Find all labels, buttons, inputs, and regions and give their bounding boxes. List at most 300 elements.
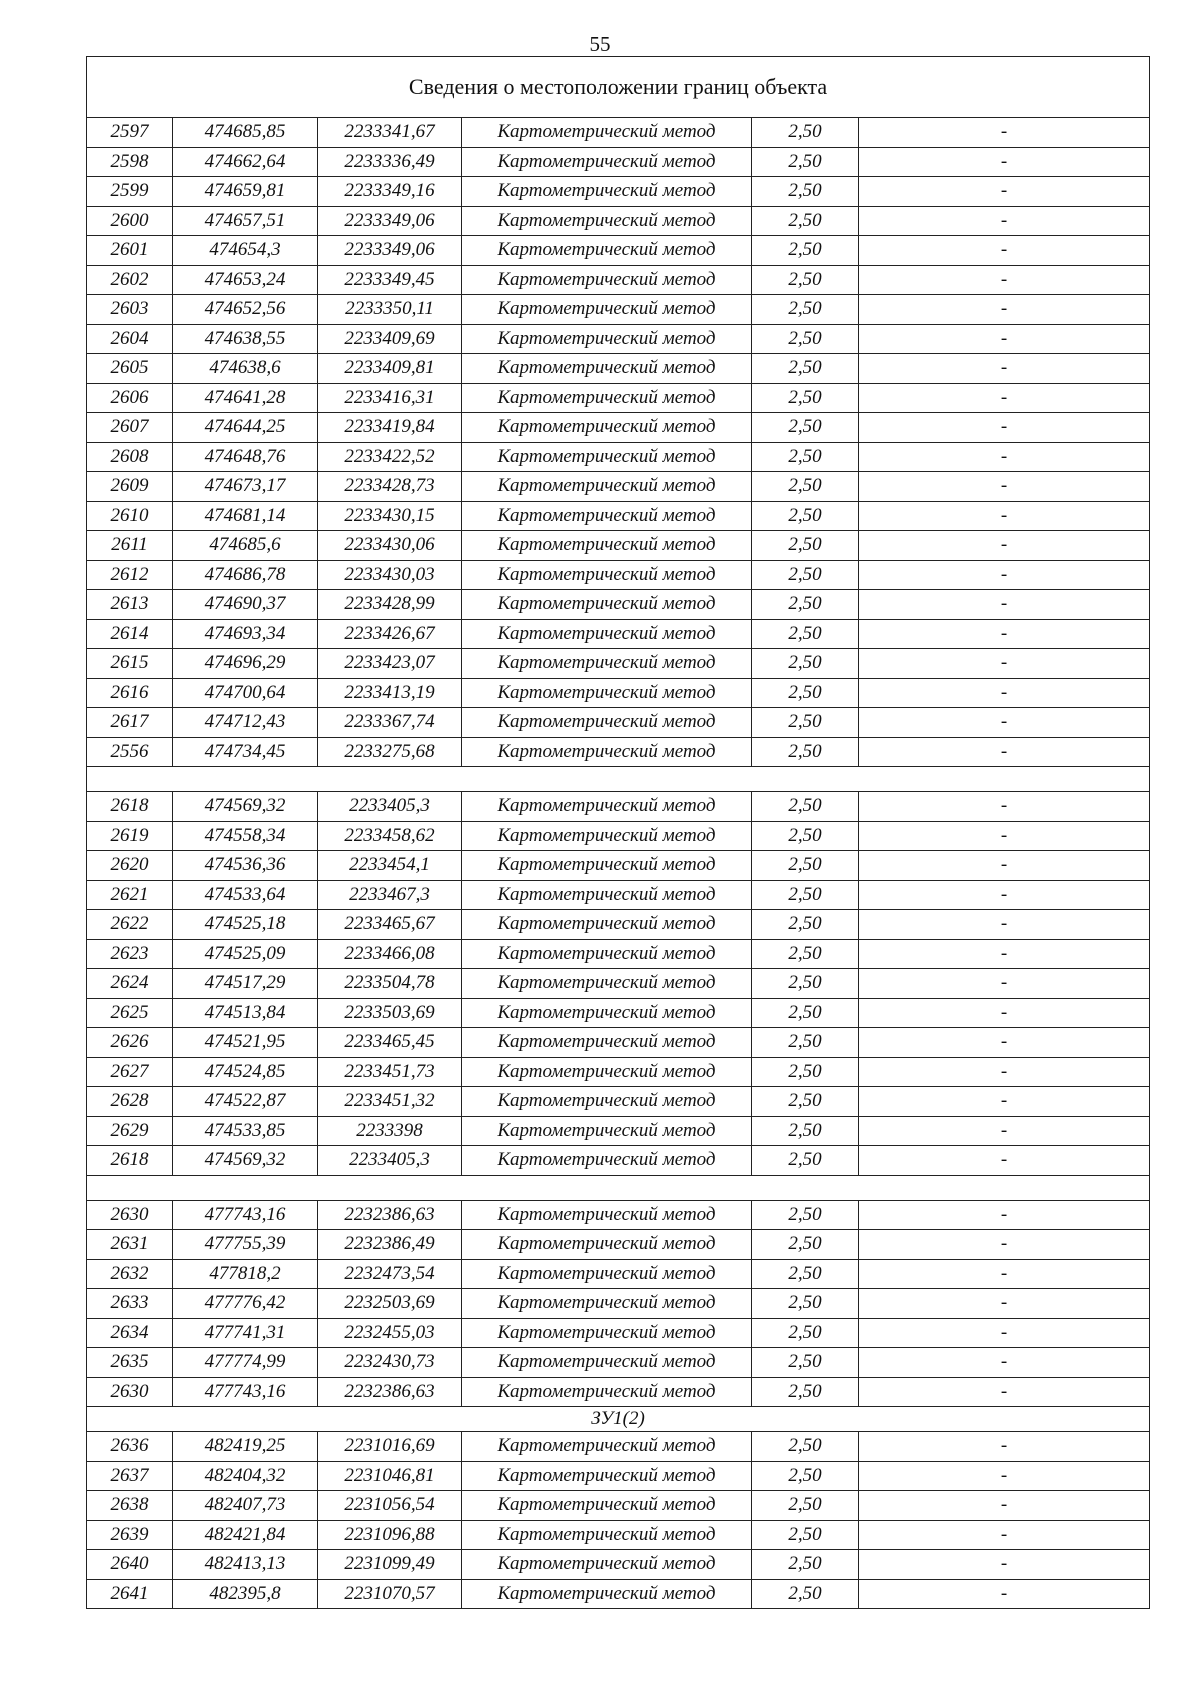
table-row (87, 678, 1150, 708)
table-row (87, 1230, 1150, 1260)
point-number-cell: 2607 (87, 413, 173, 443)
method-cell: Картометрический метод (462, 265, 752, 295)
precision-cell: 2,50 (752, 939, 859, 969)
x-coordinate-cell: 474662,64 (173, 147, 318, 177)
description-cell: - (859, 1200, 1150, 1230)
table-row (87, 590, 1150, 620)
point-number-cell: 2610 (87, 501, 173, 531)
precision-cell: 2,50 (752, 1377, 859, 1407)
method-cell: Картометрический метод (462, 851, 752, 881)
description-cell: - (859, 1550, 1150, 1580)
x-coordinate-cell: 474525,18 (173, 910, 318, 940)
precision-cell: 2,50 (752, 1028, 859, 1058)
section-gap (87, 767, 1150, 792)
description-cell: - (859, 560, 1150, 590)
x-coordinate-cell: 474522,87 (173, 1087, 318, 1117)
y-coordinate-cell: 2233275,68 (318, 737, 462, 767)
point-number-cell: 2640 (87, 1550, 173, 1580)
method-cell: Картометрический метод (462, 678, 752, 708)
point-number-cell: 2602 (87, 265, 173, 295)
x-coordinate-cell: 474524,85 (173, 1057, 318, 1087)
y-coordinate-cell: 2233465,67 (318, 910, 462, 940)
zone-label: ЗУ1(2) (87, 1407, 1150, 1432)
method-cell: Картометрический метод (462, 821, 752, 851)
table-row (87, 236, 1150, 266)
point-number-cell: 2635 (87, 1348, 173, 1378)
y-coordinate-cell: 2233349,45 (318, 265, 462, 295)
method-cell: Картометрический метод (462, 1230, 752, 1260)
method-cell: Картометрический метод (462, 1146, 752, 1176)
description-cell: - (859, 1028, 1150, 1058)
table-row (87, 708, 1150, 738)
point-number-cell: 2621 (87, 880, 173, 910)
table-row (87, 560, 1150, 590)
description-cell: - (859, 472, 1150, 502)
x-coordinate-cell: 482395,8 (173, 1579, 318, 1609)
description-cell: - (859, 1146, 1150, 1176)
description-cell: - (859, 295, 1150, 325)
method-cell: Картометрический метод (462, 442, 752, 472)
method-cell: Картометрический метод (462, 1461, 752, 1491)
precision-cell: 2,50 (752, 472, 859, 502)
x-coordinate-cell: 482404,32 (173, 1461, 318, 1491)
y-coordinate-cell: 2233467,3 (318, 880, 462, 910)
method-cell: Картометрический метод (462, 1289, 752, 1319)
table-row (87, 472, 1150, 502)
y-coordinate-cell: 2233413,19 (318, 678, 462, 708)
point-number-cell: 2601 (87, 236, 173, 266)
description-cell: - (859, 1491, 1150, 1521)
x-coordinate-cell: 474673,17 (173, 472, 318, 502)
precision-cell: 2,50 (752, 708, 859, 738)
point-number-cell: 2625 (87, 998, 173, 1028)
point-number-cell: 2638 (87, 1491, 173, 1521)
method-cell: Картометрический метод (462, 1318, 752, 1348)
y-coordinate-cell: 2233350,11 (318, 295, 462, 325)
point-number-cell: 2599 (87, 177, 173, 207)
description-cell: - (859, 969, 1150, 999)
y-coordinate-cell: 2233336,49 (318, 147, 462, 177)
method-cell: Картометрический метод (462, 118, 752, 148)
precision-cell: 2,50 (752, 969, 859, 999)
point-number-cell: 2598 (87, 147, 173, 177)
precision-cell: 2,50 (752, 1579, 859, 1609)
point-number-cell: 2624 (87, 969, 173, 999)
table-row (87, 792, 1150, 822)
y-coordinate-cell: 2233451,73 (318, 1057, 462, 1087)
y-coordinate-cell: 2231016,69 (318, 1432, 462, 1462)
method-cell: Картометрический метод (462, 1432, 752, 1462)
precision-cell: 2,50 (752, 265, 859, 295)
x-coordinate-cell: 474569,32 (173, 1146, 318, 1176)
y-coordinate-cell: 2233349,06 (318, 206, 462, 236)
point-number-cell: 2628 (87, 1087, 173, 1117)
table-row (87, 880, 1150, 910)
point-number-cell: 2622 (87, 910, 173, 940)
precision-cell: 2,50 (752, 1491, 859, 1521)
y-coordinate-cell: 2231056,54 (318, 1491, 462, 1521)
method-cell: Картометрический метод (462, 1348, 752, 1378)
table-row (87, 969, 1150, 999)
y-coordinate-cell: 2233454,1 (318, 851, 462, 881)
point-number-cell: 2630 (87, 1200, 173, 1230)
table-row (87, 821, 1150, 851)
point-number-cell: 2613 (87, 590, 173, 620)
y-coordinate-cell: 2233465,45 (318, 1028, 462, 1058)
description-cell: - (859, 324, 1150, 354)
precision-cell: 2,50 (752, 1550, 859, 1580)
method-cell: Картометрический метод (462, 236, 752, 266)
point-number-cell: 2606 (87, 383, 173, 413)
method-cell: Картометрический метод (462, 1520, 752, 1550)
table-row (87, 442, 1150, 472)
point-number-cell: 2627 (87, 1057, 173, 1087)
precision-cell: 2,50 (752, 998, 859, 1028)
table-row (87, 1289, 1150, 1319)
precision-cell: 2,50 (752, 1146, 859, 1176)
description-cell: - (859, 590, 1150, 620)
description-cell: - (859, 1116, 1150, 1146)
point-number-cell: 2605 (87, 354, 173, 384)
table-row (87, 1259, 1150, 1289)
x-coordinate-cell: 477743,16 (173, 1377, 318, 1407)
table-title: Сведения о местоположении границ объекта (87, 57, 1150, 118)
table-row (87, 1348, 1150, 1378)
precision-cell: 2,50 (752, 1348, 859, 1378)
x-coordinate-cell: 482413,13 (173, 1550, 318, 1580)
y-coordinate-cell: 2233430,03 (318, 560, 462, 590)
x-coordinate-cell: 474712,43 (173, 708, 318, 738)
description-cell: - (859, 1579, 1150, 1609)
method-cell: Картометрический метод (462, 969, 752, 999)
table-row (87, 1432, 1150, 1462)
table-row (87, 354, 1150, 384)
method-cell: Картометрический метод (462, 1057, 752, 1087)
y-coordinate-cell: 2233451,32 (318, 1087, 462, 1117)
table-row (87, 1579, 1150, 1609)
x-coordinate-cell: 474700,64 (173, 678, 318, 708)
description-cell: - (859, 442, 1150, 472)
table-row (87, 737, 1150, 767)
description-cell: - (859, 939, 1150, 969)
description-cell: - (859, 678, 1150, 708)
y-coordinate-cell: 2233426,67 (318, 619, 462, 649)
description-cell: - (859, 649, 1150, 679)
precision-cell: 2,50 (752, 147, 859, 177)
method-cell: Картометрический метод (462, 531, 752, 561)
description-cell: - (859, 147, 1150, 177)
precision-cell: 2,50 (752, 295, 859, 325)
table-row (87, 531, 1150, 561)
description-cell: - (859, 383, 1150, 413)
description-cell: - (859, 708, 1150, 738)
precision-cell: 2,50 (752, 442, 859, 472)
point-number-cell: 2603 (87, 295, 173, 325)
table-row (87, 1200, 1150, 1230)
method-cell: Картометрический метод (462, 413, 752, 443)
point-number-cell: 2609 (87, 472, 173, 502)
x-coordinate-cell: 477743,16 (173, 1200, 318, 1230)
description-cell: - (859, 1318, 1150, 1348)
point-number-cell: 2634 (87, 1318, 173, 1348)
precision-cell: 2,50 (752, 560, 859, 590)
y-coordinate-cell: 2233430,06 (318, 531, 462, 561)
table-row (87, 1550, 1150, 1580)
method-cell: Картометрический метод (462, 590, 752, 620)
method-cell: Картометрический метод (462, 998, 752, 1028)
method-cell: Картометрический метод (462, 1116, 752, 1146)
precision-cell: 2,50 (752, 1230, 859, 1260)
description-cell: - (859, 177, 1150, 207)
table-row (87, 1461, 1150, 1491)
table-row (87, 1318, 1150, 1348)
x-coordinate-cell: 474693,34 (173, 619, 318, 649)
description-cell: - (859, 265, 1150, 295)
method-cell: Картометрический метод (462, 206, 752, 236)
y-coordinate-cell: 2231099,49 (318, 1550, 462, 1580)
point-number-cell: 2616 (87, 678, 173, 708)
point-number-cell: 2608 (87, 442, 173, 472)
point-number-cell: 2637 (87, 1461, 173, 1491)
precision-cell: 2,50 (752, 1520, 859, 1550)
y-coordinate-cell: 2232386,49 (318, 1230, 462, 1260)
table-row (87, 324, 1150, 354)
y-coordinate-cell: 2233405,3 (318, 1146, 462, 1176)
point-number-cell: 2632 (87, 1259, 173, 1289)
precision-cell: 2,50 (752, 531, 859, 561)
point-number-cell: 2631 (87, 1230, 173, 1260)
x-coordinate-cell: 482419,25 (173, 1432, 318, 1462)
method-cell: Картометрический метод (462, 354, 752, 384)
x-coordinate-cell: 474533,85 (173, 1116, 318, 1146)
description-cell: - (859, 206, 1150, 236)
table-row (87, 851, 1150, 881)
method-cell: Картометрический метод (462, 708, 752, 738)
y-coordinate-cell: 2232430,73 (318, 1348, 462, 1378)
x-coordinate-cell: 477776,42 (173, 1289, 318, 1319)
y-coordinate-cell: 2233428,99 (318, 590, 462, 620)
x-coordinate-cell: 474690,37 (173, 590, 318, 620)
point-number-cell: 2630 (87, 1377, 173, 1407)
description-cell: - (859, 1057, 1150, 1087)
x-coordinate-cell: 474644,25 (173, 413, 318, 443)
point-number-cell: 2614 (87, 619, 173, 649)
y-coordinate-cell: 2233419,84 (318, 413, 462, 443)
method-cell: Картометрический метод (462, 792, 752, 822)
description-cell: - (859, 880, 1150, 910)
precision-cell: 2,50 (752, 910, 859, 940)
y-coordinate-cell: 2233409,81 (318, 354, 462, 384)
method-cell: Картометрический метод (462, 1028, 752, 1058)
x-coordinate-cell: 474525,09 (173, 939, 318, 969)
precision-cell: 2,50 (752, 792, 859, 822)
table-row (87, 206, 1150, 236)
table-row (87, 1491, 1150, 1521)
y-coordinate-cell: 2233416,31 (318, 383, 462, 413)
x-coordinate-cell: 474685,6 (173, 531, 318, 561)
point-number-cell: 2604 (87, 324, 173, 354)
description-cell: - (859, 910, 1150, 940)
description-cell: - (859, 998, 1150, 1028)
x-coordinate-cell: 474641,28 (173, 383, 318, 413)
x-coordinate-cell: 474696,29 (173, 649, 318, 679)
y-coordinate-cell: 2233423,07 (318, 649, 462, 679)
method-cell: Картометрический метод (462, 880, 752, 910)
point-number-cell: 2556 (87, 737, 173, 767)
x-coordinate-cell: 474521,95 (173, 1028, 318, 1058)
method-cell: Картометрический метод (462, 1200, 752, 1230)
y-coordinate-cell: 2233349,16 (318, 177, 462, 207)
x-coordinate-cell: 474638,55 (173, 324, 318, 354)
precision-cell: 2,50 (752, 501, 859, 531)
precision-cell: 2,50 (752, 619, 859, 649)
table-row (87, 1057, 1150, 1087)
method-cell: Картометрический метод (462, 619, 752, 649)
precision-cell: 2,50 (752, 236, 859, 266)
point-number-cell: 2641 (87, 1579, 173, 1609)
method-cell: Картометрический метод (462, 1491, 752, 1521)
point-number-cell: 2629 (87, 1116, 173, 1146)
table-row (87, 118, 1150, 148)
x-coordinate-cell: 474652,56 (173, 295, 318, 325)
precision-cell: 2,50 (752, 880, 859, 910)
table-row (87, 1028, 1150, 1058)
x-coordinate-cell: 474648,76 (173, 442, 318, 472)
description-cell: - (859, 792, 1150, 822)
precision-cell: 2,50 (752, 1087, 859, 1117)
description-cell: - (859, 413, 1150, 443)
precision-cell: 2,50 (752, 324, 859, 354)
y-coordinate-cell: 2231046,81 (318, 1461, 462, 1491)
point-number-cell: 2636 (87, 1432, 173, 1462)
description-cell: - (859, 354, 1150, 384)
section-separator-row (87, 767, 1150, 792)
point-number-cell: 2623 (87, 939, 173, 969)
precision-cell: 2,50 (752, 821, 859, 851)
point-number-cell: 2600 (87, 206, 173, 236)
precision-cell: 2,50 (752, 177, 859, 207)
zone-label-row (87, 1407, 1150, 1432)
description-cell: - (859, 1377, 1150, 1407)
table-row (87, 910, 1150, 940)
x-coordinate-cell: 482421,84 (173, 1520, 318, 1550)
point-number-cell: 2639 (87, 1520, 173, 1550)
description-cell: - (859, 531, 1150, 561)
y-coordinate-cell: 2233398 (318, 1116, 462, 1146)
method-cell: Картометрический метод (462, 383, 752, 413)
method-cell: Картометрический метод (462, 910, 752, 940)
description-cell: - (859, 821, 1150, 851)
y-coordinate-cell: 2233349,06 (318, 236, 462, 266)
table-row (87, 649, 1150, 679)
method-cell: Картометрический метод (462, 1377, 752, 1407)
precision-cell: 2,50 (752, 206, 859, 236)
precision-cell: 2,50 (752, 1318, 859, 1348)
description-cell: - (859, 236, 1150, 266)
point-number-cell: 2618 (87, 1146, 173, 1176)
y-coordinate-cell: 2231070,57 (318, 1579, 462, 1609)
point-number-cell: 2626 (87, 1028, 173, 1058)
y-coordinate-cell: 2233466,08 (318, 939, 462, 969)
x-coordinate-cell: 474536,36 (173, 851, 318, 881)
point-number-cell: 2618 (87, 792, 173, 822)
table-row (87, 998, 1150, 1028)
boundary-table (86, 56, 1150, 1609)
point-number-cell: 2619 (87, 821, 173, 851)
table-row (87, 1520, 1150, 1550)
y-coordinate-cell: 2233430,15 (318, 501, 462, 531)
method-cell: Картометрический метод (462, 1579, 752, 1609)
method-cell: Картометрический метод (462, 1087, 752, 1117)
method-cell: Картометрический метод (462, 560, 752, 590)
method-cell: Картометрический метод (462, 295, 752, 325)
method-cell: Картометрический метод (462, 177, 752, 207)
y-coordinate-cell: 2233422,52 (318, 442, 462, 472)
y-coordinate-cell: 2233458,62 (318, 821, 462, 851)
description-cell: - (859, 619, 1150, 649)
table-row (87, 413, 1150, 443)
description-cell: - (859, 1432, 1150, 1462)
x-coordinate-cell: 474681,14 (173, 501, 318, 531)
description-cell: - (859, 1461, 1150, 1491)
x-coordinate-cell: 474517,29 (173, 969, 318, 999)
point-number-cell: 2615 (87, 649, 173, 679)
table-row (87, 1377, 1150, 1407)
method-cell: Картометрический метод (462, 649, 752, 679)
y-coordinate-cell: 2233405,3 (318, 792, 462, 822)
description-cell: - (859, 1230, 1150, 1260)
description-cell: - (859, 851, 1150, 881)
table-row (87, 619, 1150, 649)
table-row (87, 939, 1150, 969)
point-number-cell: 2633 (87, 1289, 173, 1319)
precision-cell: 2,50 (752, 1057, 859, 1087)
x-coordinate-cell: 474638,6 (173, 354, 318, 384)
table-row (87, 147, 1150, 177)
x-coordinate-cell: 474533,64 (173, 880, 318, 910)
x-coordinate-cell: 474654,3 (173, 236, 318, 266)
precision-cell: 2,50 (752, 1289, 859, 1319)
x-coordinate-cell: 474657,51 (173, 206, 318, 236)
table-row (87, 501, 1150, 531)
y-coordinate-cell: 2233503,69 (318, 998, 462, 1028)
description-cell: - (859, 1348, 1150, 1378)
method-cell: Картометрический метод (462, 324, 752, 354)
method-cell: Картометрический метод (462, 1259, 752, 1289)
y-coordinate-cell: 2232386,63 (318, 1377, 462, 1407)
x-coordinate-cell: 477774,99 (173, 1348, 318, 1378)
table-row (87, 1146, 1150, 1176)
point-number-cell: 2611 (87, 531, 173, 561)
table-row (87, 295, 1150, 325)
description-cell: - (859, 1520, 1150, 1550)
point-number-cell: 2597 (87, 118, 173, 148)
y-coordinate-cell: 2233409,69 (318, 324, 462, 354)
precision-cell: 2,50 (752, 383, 859, 413)
y-coordinate-cell: 2232386,63 (318, 1200, 462, 1230)
precision-cell: 2,50 (752, 1259, 859, 1289)
method-cell: Картометрический метод (462, 472, 752, 502)
precision-cell: 2,50 (752, 354, 859, 384)
table-row (87, 1087, 1150, 1117)
point-number-cell: 2620 (87, 851, 173, 881)
page-number: 55 (589, 32, 611, 56)
point-number-cell: 2612 (87, 560, 173, 590)
precision-cell: 2,50 (752, 1116, 859, 1146)
method-cell: Картометрический метод (462, 147, 752, 177)
y-coordinate-cell: 2233428,73 (318, 472, 462, 502)
description-cell: - (859, 1259, 1150, 1289)
